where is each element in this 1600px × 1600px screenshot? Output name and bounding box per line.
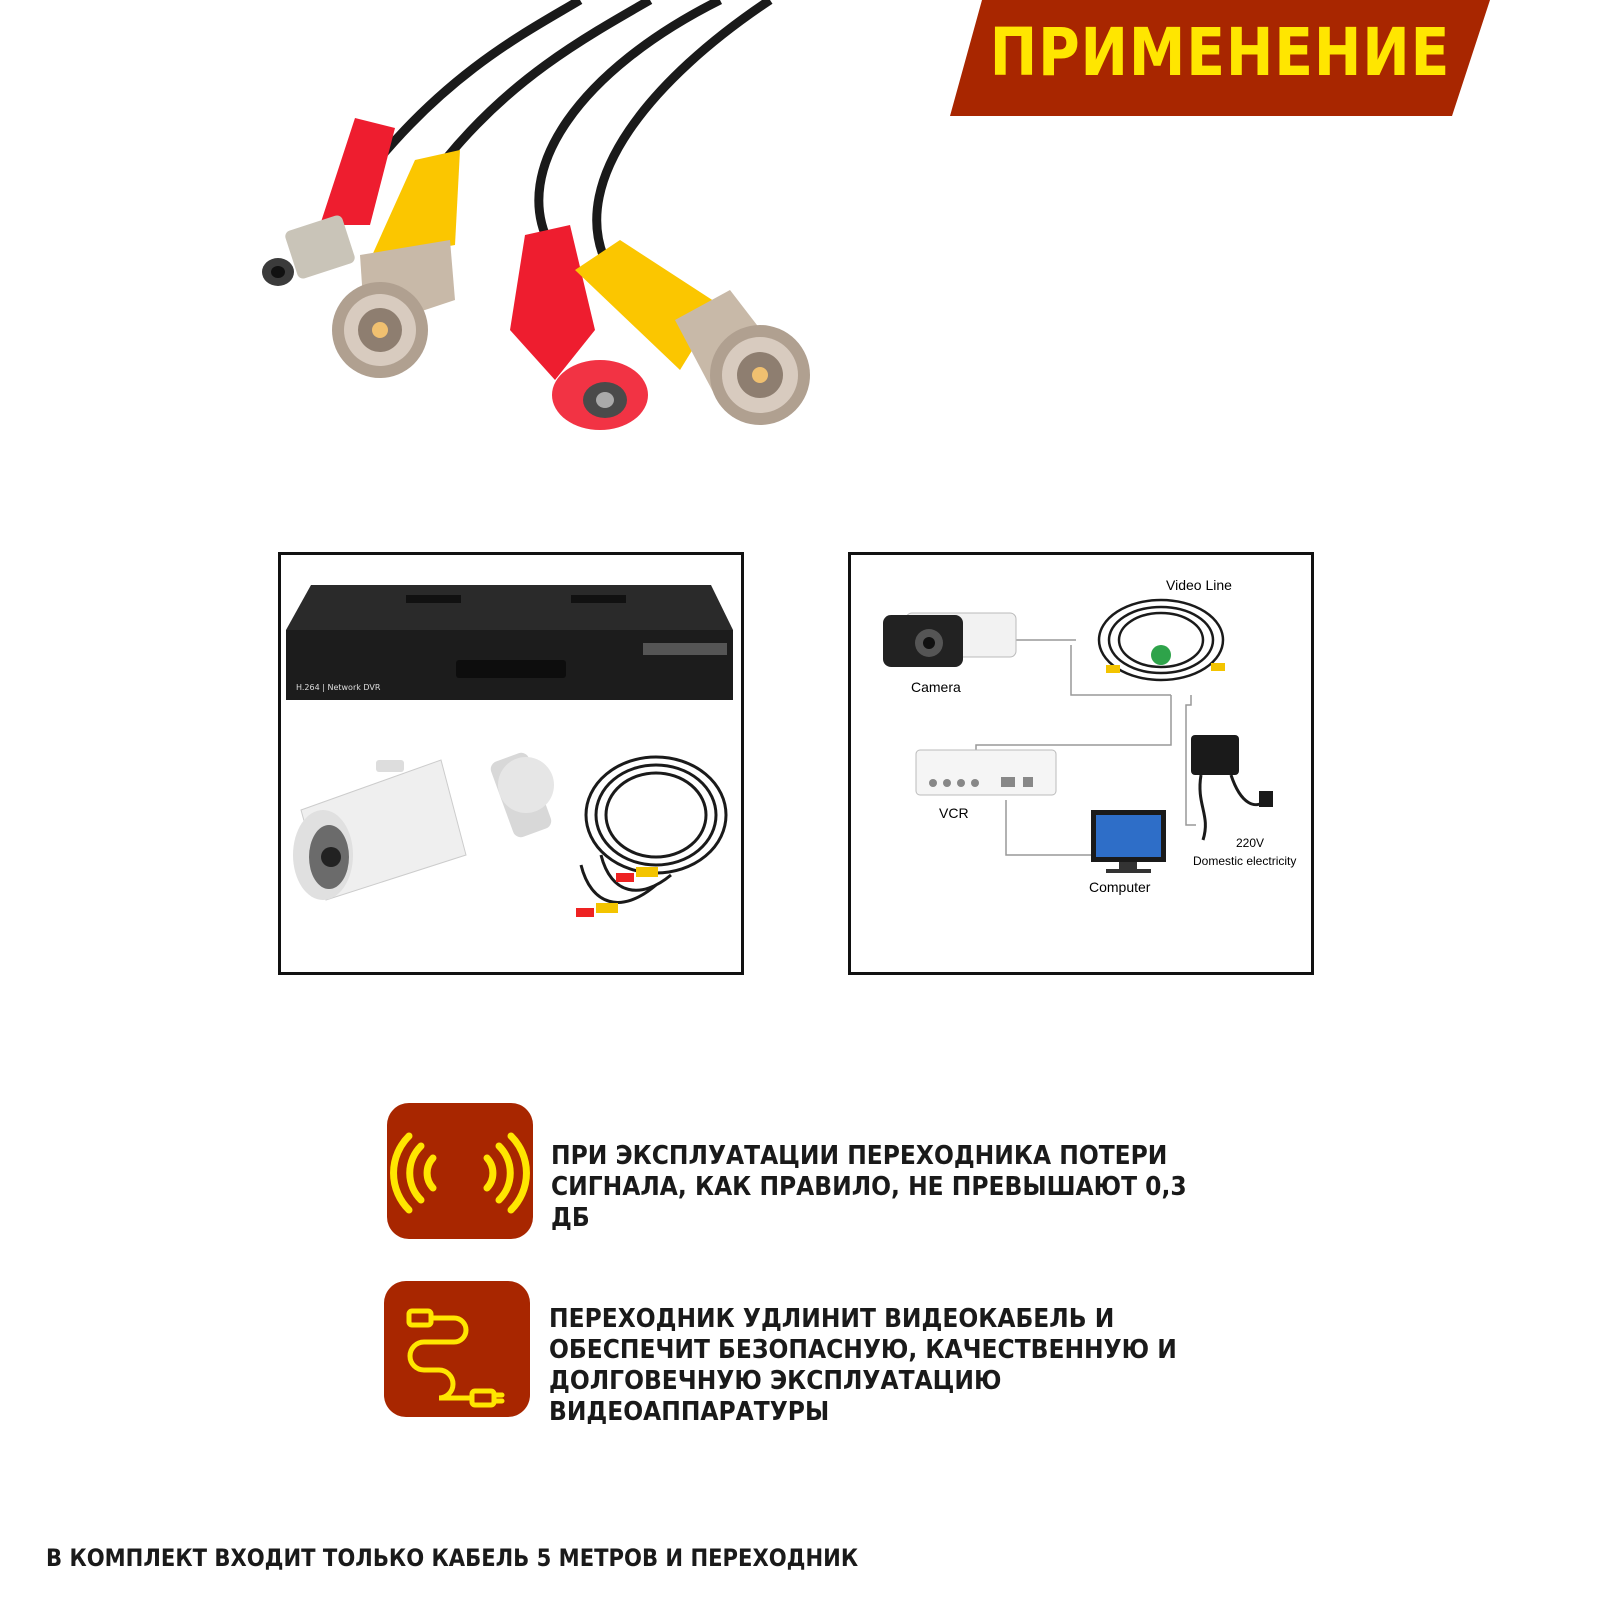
dvr-label: H.264 | Network DVR xyxy=(296,683,381,692)
connection-diagram xyxy=(851,555,1311,972)
signal-feature-icon-box xyxy=(387,1103,533,1239)
video-line-coil-icon xyxy=(1099,600,1225,680)
dvr-kit-illustration xyxy=(281,555,741,972)
cable-icon xyxy=(384,1281,530,1417)
camera-label: Camera xyxy=(911,679,961,695)
cable-feature-icon-box xyxy=(384,1281,530,1417)
bullet-camera-icon xyxy=(293,751,554,900)
dvr-recorder-icon xyxy=(286,585,733,700)
computer-icon xyxy=(1091,810,1166,873)
vcr-label: VCR xyxy=(939,805,969,821)
product-photo xyxy=(250,0,850,450)
footer-note: В КОМПЛЕКТ ВХОДИТ ТОЛЬКО КАБЕЛЬ 5 МЕТРОВ И ПЕРЕХОДНИК xyxy=(46,1544,859,1572)
domestic-electricity-label: Domestic electricity xyxy=(1193,854,1297,868)
feature-text-signal: ПРИ ЭКСПЛУАТАЦИИ ПЕРЕХОДНИКА ПОТЕРИ СИГНАЛА, КАК ПРАВИЛО, НЕ ПРЕВЫШАЮТ 0,3 ДБ xyxy=(551,1141,1187,1233)
dvr-kit-panel xyxy=(278,552,744,975)
banner-title: ПРИМЕНЕНИЕ xyxy=(989,14,1451,91)
signal-waves-icon xyxy=(387,1103,533,1239)
video-line-label: Video Line xyxy=(1166,577,1232,593)
camera-icon xyxy=(883,613,1016,667)
title-banner xyxy=(950,0,1490,116)
feature-text-cable: ПЕРЕХОДНИК УДЛИНИТ ВИДЕОКАБЕЛЬ И ОБЕСПЕЧИТ БЕЗОПАСНУЮ, КАЧЕСТВЕННУЮ И ДОЛГОВЕЧНУЮ ЭКСПЛУАТАЦИЮ ВИДЕОАППАРАТУРЫ xyxy=(549,1304,1177,1427)
vcr-icon xyxy=(916,750,1056,795)
power-adapter-icon xyxy=(1191,735,1273,840)
computer-label: Computer xyxy=(1089,879,1151,895)
voltage-label: 220V xyxy=(1236,836,1265,850)
cable-coil-icon xyxy=(576,757,726,917)
connection-diagram-panel xyxy=(848,552,1314,975)
